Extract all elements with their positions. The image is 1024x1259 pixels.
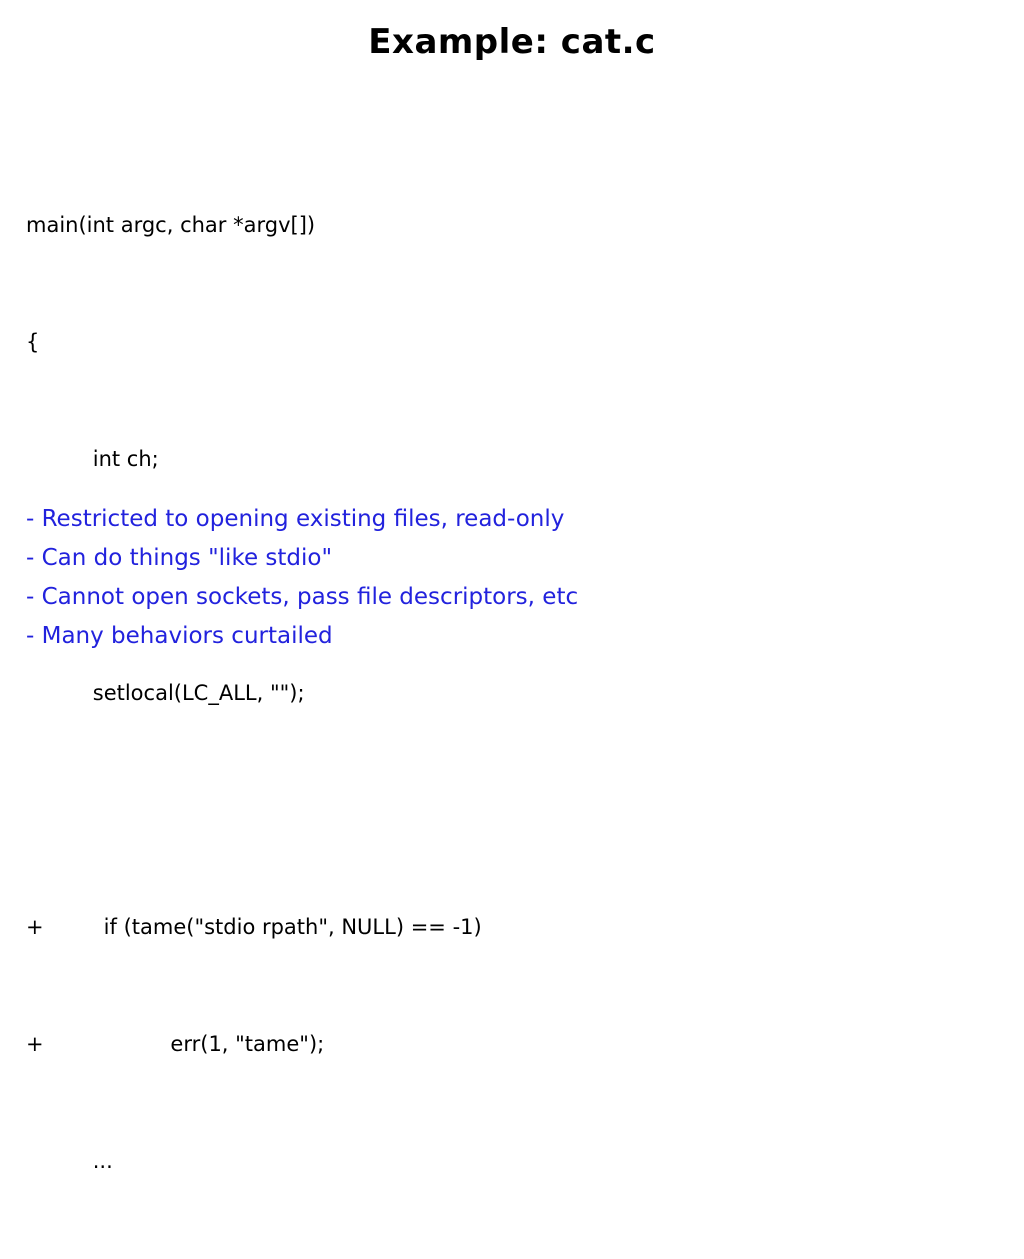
page-title: Example: cat.c xyxy=(368,22,656,62)
list-item: - Many behaviors curtailed xyxy=(26,623,333,649)
code-block xyxy=(26,128,986,1259)
code-line: setlocal(LC_ALL, ""); xyxy=(26,681,305,705)
bullet-list xyxy=(26,500,986,656)
list-item: - Restricted to opening existing files, read-only xyxy=(26,506,565,532)
code-line: main(int argc, char *argv[]) xyxy=(26,213,316,237)
code-line: ... xyxy=(26,1149,113,1173)
code-line xyxy=(26,791,986,830)
list-item: - Cannot open sockets, pass file descriptors, etc xyxy=(26,584,579,610)
list-item: - Can do things "like stdio" xyxy=(26,545,333,571)
code-line: + if (tame("stdio rpath", NULL) == -1) xyxy=(26,915,482,939)
code-line: + err(1, "tame"); xyxy=(26,1032,325,1056)
code-line: int ch; xyxy=(26,447,159,471)
code-line: { xyxy=(26,330,40,354)
